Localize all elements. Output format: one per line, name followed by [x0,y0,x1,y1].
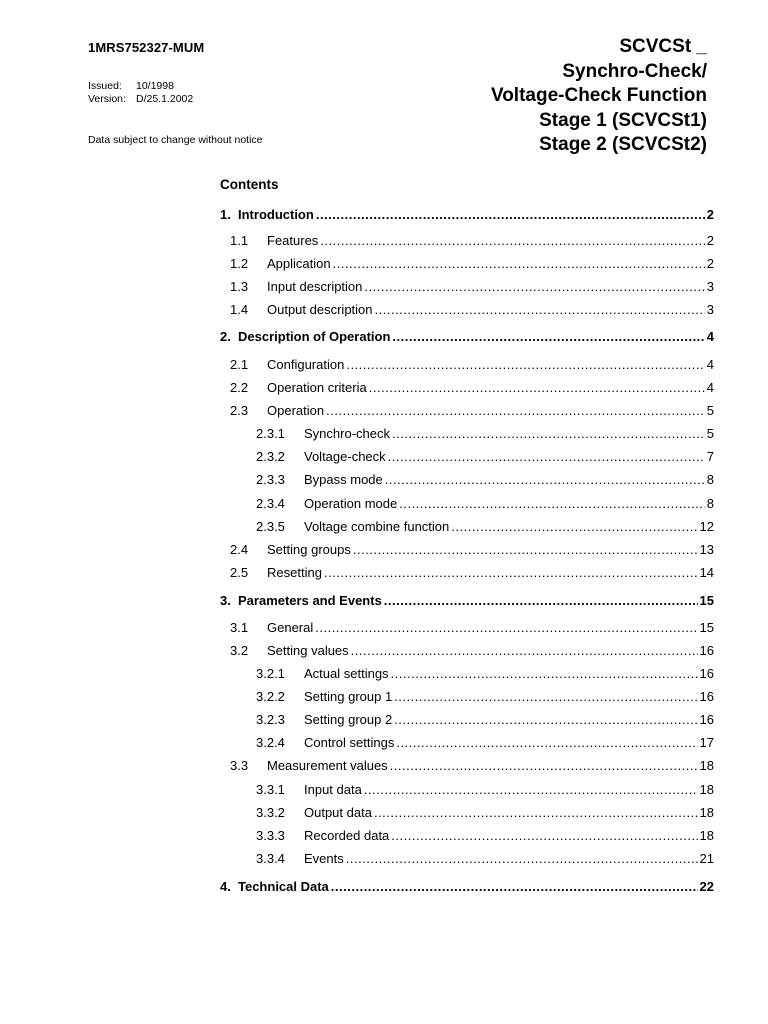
toc-entry-title: Operation [267,403,325,418]
issued-row [88,80,193,93]
toc-dot-leader [333,255,705,272]
toc-entry-number: 2.5 [230,565,249,580]
toc-dot-leader [392,425,705,442]
toc-entry-page: 16 [699,643,714,658]
toc-entry[interactable] [220,688,714,705]
toc-entry-number: 2.3 [230,403,249,418]
toc-dot-leader [316,206,705,223]
toc-dot-leader [346,850,698,867]
toc-entry-page: 2 [706,233,714,248]
toc-dot-leader [315,619,697,636]
toc-entry-title: Setting values [267,643,349,658]
toc-entry-number: 2.1 [230,357,249,372]
toc-dot-leader [394,688,697,705]
toc-entry-title: Setting group 1 [304,689,393,704]
toc-entry[interactable] [220,592,714,609]
toc-dot-leader [394,711,697,728]
toc-entry[interactable] [220,402,714,419]
toc-entry[interactable] [220,804,714,821]
toc-entry[interactable] [220,495,714,512]
issue-info [88,80,193,106]
toc-entry-page: 7 [706,449,714,464]
toc-entry-title: Bypass mode [304,472,383,487]
toc-entry-page: 14 [699,565,714,580]
toc-entry-page: 3 [706,279,714,294]
toc-dot-leader [326,402,705,419]
toc-entry-page: 5 [706,426,714,441]
toc-entry-number: 3.1 [230,620,249,635]
toc-entry[interactable] [220,518,714,535]
toc-dot-leader [399,495,705,512]
toc-entry-page: 18 [699,758,714,773]
toc-dot-leader [391,827,697,844]
toc-entry-page: 15 [699,593,714,608]
toc-entry-title: Output data [304,805,372,820]
toc-entry-number: 2.3.2 [256,449,285,464]
toc-entry[interactable] [220,619,714,636]
toc-entry-number: 3.3.2 [256,805,285,820]
toc-entry-title: Voltage combine function [304,519,450,534]
toc-entry-page: 22 [699,879,714,894]
toc-entry-number: 1.4 [230,302,249,317]
toc-entry-title: General [267,620,314,635]
toc-entry-title: Introduction [238,207,314,222]
toc-entry-page: 18 [699,805,714,820]
toc-entry-page: 16 [699,666,714,681]
document-title [491,35,707,158]
toc-entry-page: 17 [699,735,714,750]
toc-entry-title: Technical Data [238,879,329,894]
toc-entry-title: Actual settings [304,666,389,681]
toc-dot-leader [390,757,698,774]
toc-entry-title: Configuration [267,357,345,372]
toc-entry-number: 3.2.2 [256,689,285,704]
toc-entry[interactable] [220,425,714,442]
toc-entry-number: 2.3.3 [256,472,285,487]
toc-dot-leader [364,278,704,295]
toc-entry-number: 3.2.4 [256,735,285,750]
toc-dot-leader [346,356,704,373]
toc-entry-page: 18 [699,828,714,843]
toc-entry-page: 18 [699,782,714,797]
toc-entry[interactable] [220,448,714,465]
toc-entry[interactable] [220,850,714,867]
toc-entry-page: 4 [706,380,714,395]
toc-dot-leader [320,232,704,249]
toc-entry-title: Application [267,256,331,271]
toc-dot-leader [331,878,698,895]
toc-dot-leader [451,518,697,535]
toc-entry-number: 2.4 [230,542,249,557]
toc-dot-leader [391,665,698,682]
toc-entry-title: Description of Operation [238,329,391,344]
toc-entry[interactable] [220,665,714,682]
title-line-3: Voltage-Check Function [490,85,707,106]
contents-heading: Contents [220,177,279,192]
toc-entry-title: Parameters and Events [238,593,382,608]
toc-entry-number: 3.2.1 [256,666,285,681]
toc-entry-number: 1.3 [230,279,249,294]
toc-entry-title: Output description [267,302,373,317]
toc-entry-number: 2.3.1 [256,426,285,441]
toc-entry-number: 2.3.4 [256,496,285,511]
toc-dot-leader [392,328,704,345]
toc-entry[interactable] [220,328,714,345]
toc-entry-title: Recorded data [304,828,390,843]
toc-entry[interactable] [220,255,714,272]
toc-entry-title: Features [267,233,319,248]
toc-entry-number: 2.2 [230,380,249,395]
document-number: 1MRS752327-MUM [88,40,205,55]
toc-entry[interactable] [220,878,714,895]
toc-entry[interactable] [220,827,714,844]
title-line-4: Stage 1 (SCVCSt1) [539,109,707,131]
title-line-5: Stage 2 (SCVCSt2) [539,134,707,155]
toc-entry-title: Setting groups [267,542,351,557]
toc-entry[interactable] [220,356,714,373]
toc-dot-leader [353,541,698,558]
toc-dot-leader [374,804,698,821]
toc-dot-leader [324,564,698,581]
toc-entry-title: Synchro-check [304,426,390,441]
version-label: Version: [88,93,126,105]
toc-entry[interactable] [220,781,714,798]
toc-dot-leader [351,642,698,659]
toc-entry-number: 1.2 [230,256,249,271]
toc-entry-page: 15 [699,620,714,635]
toc-dot-leader [364,781,698,798]
toc-dot-leader [388,448,705,465]
toc-entry-number: 1.1 [230,233,249,248]
toc-entry-page: 12 [699,519,714,534]
toc-entry-page: 3 [706,302,714,317]
toc-entry[interactable] [220,564,714,581]
toc-dot-leader [396,734,697,751]
toc-dot-leader [369,379,705,396]
toc-entry-page: 5 [706,403,714,418]
toc-entry-number: 2. [220,329,231,344]
title-line-1: SCVCSt _ [619,36,707,57]
toc-entry-title: Operation mode [304,496,398,511]
title-line-2: Synchro-Check/ [562,60,707,82]
toc-entry[interactable] [220,541,714,558]
toc-entry-page: 4 [706,329,714,344]
toc-entry-page: 13 [699,542,714,557]
toc-entry-number: 1. [220,207,231,222]
toc-dot-leader [375,301,705,318]
toc-dot-leader [385,471,705,488]
toc-entry-title: Control settings [304,735,395,750]
toc-entry-page: 2 [706,256,714,271]
toc-entry-title: Operation criteria [267,380,367,395]
toc-entry-number: 3.3 [230,758,249,773]
toc-entry-number: 3.2 [230,643,249,658]
toc-entry[interactable] [220,379,714,396]
toc-entry[interactable] [220,711,714,728]
issued-label: Issued: [88,80,122,92]
toc-entry-title: Resetting [267,565,322,580]
toc-entry-title: Measurement values [267,758,388,773]
toc-entry[interactable] [220,232,714,249]
toc-entry[interactable] [220,642,714,659]
toc-entry-page: 16 [699,712,714,727]
toc-entry-number: 2.3.5 [256,519,285,534]
toc-entry[interactable] [220,734,714,751]
toc-entry-number: 3.3.3 [256,828,285,843]
toc-entry-number: 3. [220,593,231,608]
toc-entry-title: Events [304,851,344,866]
toc-entry-page: 4 [706,357,714,372]
toc-entry[interactable] [220,206,714,223]
toc-entry[interactable] [220,471,714,488]
toc-entry[interactable] [220,757,714,774]
toc-entry-number: 3.2.3 [256,712,285,727]
toc-entry-title: Voltage-check [304,449,386,464]
toc-entry-number: 3.3.1 [256,782,285,797]
toc-entry-page: 8 [706,472,714,487]
toc-entry-page: 8 [706,496,714,511]
toc-entry[interactable] [220,278,714,295]
toc-entry-page: 21 [699,851,714,866]
toc-entry-title: Input description [267,279,363,294]
version-value: D/25.1.2002 [136,93,194,105]
version-row [88,93,193,106]
toc-entry-number: 4. [220,879,231,894]
toc-dot-leader [384,592,698,609]
issued-value: 10/1998 [136,80,174,92]
toc-entry[interactable] [220,301,714,318]
toc-entry-page: 16 [699,689,714,704]
toc-entry-page: 2 [706,207,714,222]
toc-entry-title: Setting group 2 [304,712,393,727]
toc-entry-title: Input data [304,782,362,797]
change-notice: Data subject to change without notice [88,134,263,146]
toc-entry-number: 3.3.4 [256,851,285,866]
